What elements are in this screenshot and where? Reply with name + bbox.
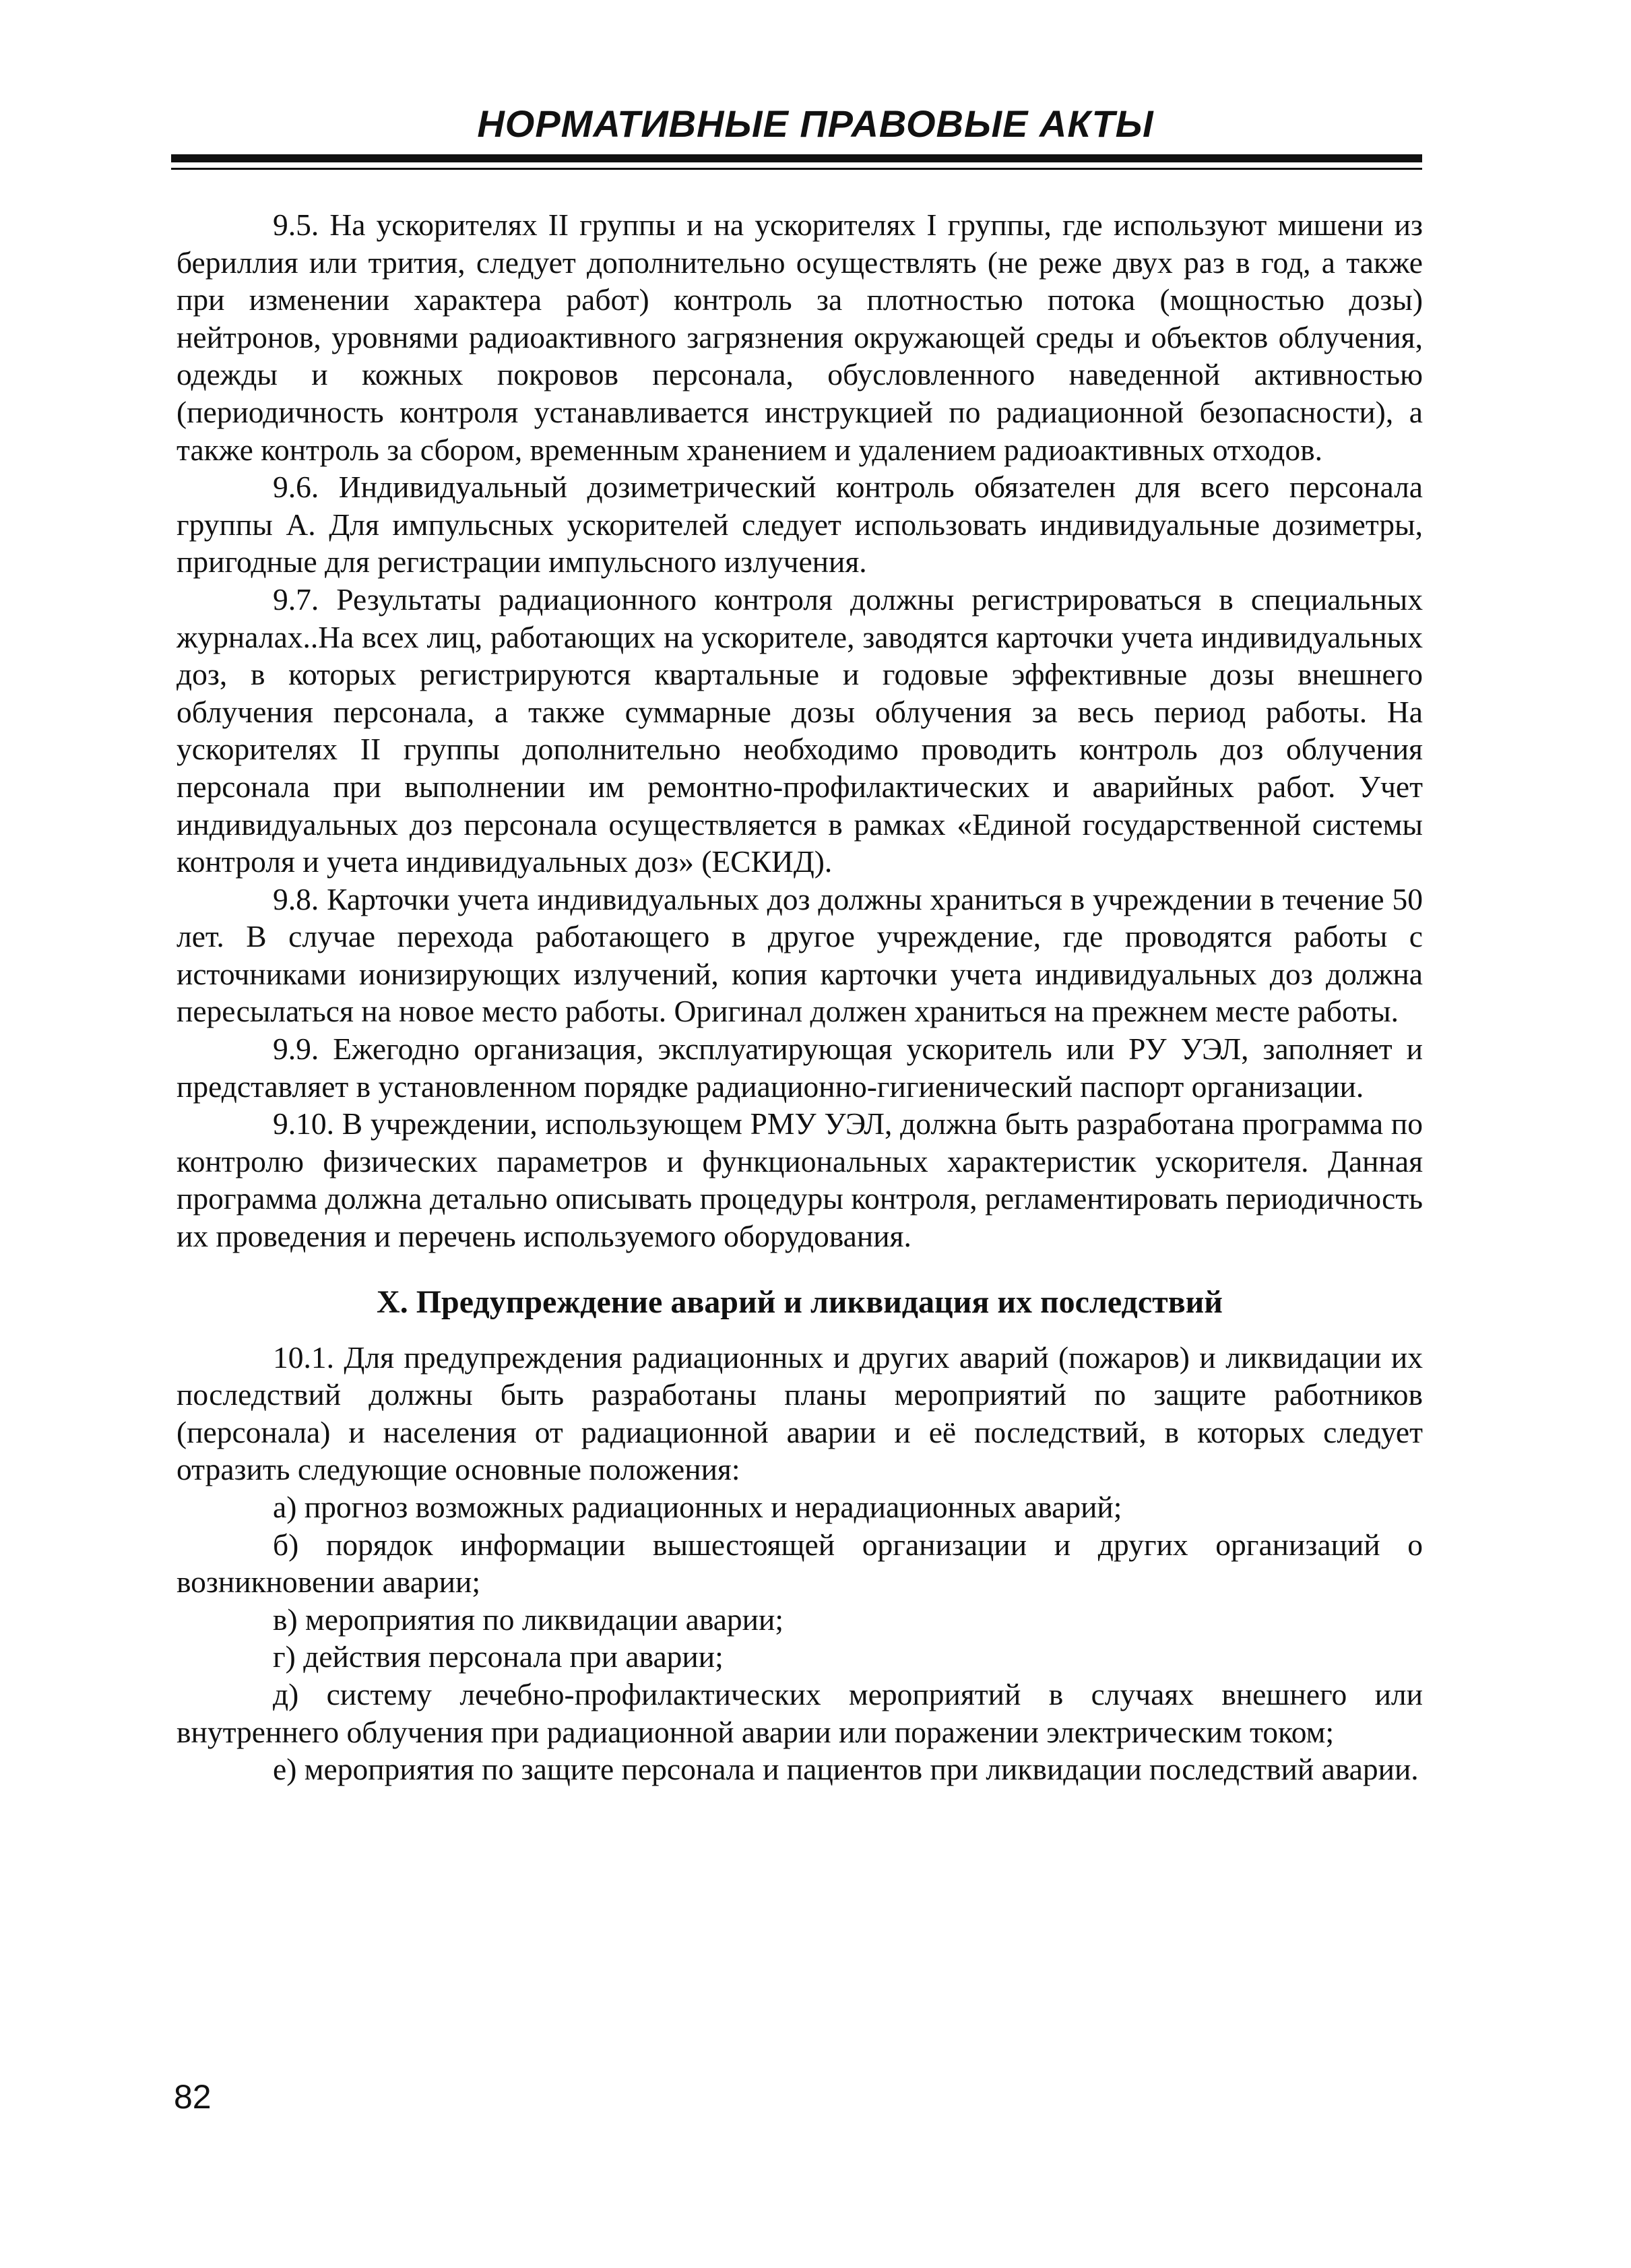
paragraph-9-5: 9.5. На ускорителях II группы и на ускорителях I группы, где используют мишени из бериллия или трития, следует дополнительно осуществлять (не реже двух раз в год, а также при изменении характера работ) контроль за плотностью потока (мощностью дозы) нейтронов, уровнями радиоактивного загрязнения окружающей среды и объектов облучения, одежды и кожных покровов персонала, обусловленного наведенной активностью (периодичность контроля устанавливается инструкцией по радиационной безопасности), а также контроль за сбором, временным хранением и удалением радиоактивных отходов. bbox=[177, 208, 1423, 467]
paragraph-9-6: 9.6. Индивидуальный дозиметрический контроль обязателен для всего персонала группы А. Для импульсных ускорителей следует использовать индивидуальные дозиметры, пригодные для регистрации импульсного излучения. bbox=[177, 470, 1423, 579]
list-item-g: г) действия персонала при аварии; bbox=[273, 1639, 724, 1674]
list-item-e: е) мероприятия по защите персонала и пациентов при ликвидации последствий аварии. bbox=[273, 1752, 1419, 1787]
running-header-title: НОРМАТИВНЫЕ ПРАВОВЫЕ АКТЫ bbox=[477, 102, 1154, 145]
body-text bbox=[177, 206, 1423, 1788]
paragraph-9-10: 9.10. В учреждении, использующем РМУ УЭЛ, должна быть разработана программа по контролю физических параметров и функциональных характеристик ускорителя. Данная программа должна детально описывать процедуры контроля, регламентировать периодичность их проведения и перечень используемого оборудования. bbox=[177, 1106, 1423, 1254]
page-number: 82 bbox=[174, 2078, 212, 2116]
list-item-d: д) систему лечебно-профилактических мероприятий в случаях внешнего или внутреннего облучения при радиационной аварии или поражении электрическим током; bbox=[177, 1676, 1423, 1749]
list-item-b: б) порядок информации вышестоящей организации и других организаций о возникновении аварии; bbox=[177, 1527, 1423, 1600]
section-heading: X. Предупреждение аварий и ликвидация их последствий bbox=[377, 1284, 1223, 1320]
paragraph-9-8: 9.8. Карточки учета индивидуальных доз должны храниться в учреждении в течение 50 лет. В случае перехода работающего в другое учреждение, где проводятся работы с источниками ионизирующих излучений, копия карточки учета индивидуальных доз должна пересылаться на новое место работы. Оригинал должен храниться на прежнем месте работы. bbox=[177, 881, 1423, 1029]
list-item-a: а) прогноз возможных радиационных и нерадиационных аварий; bbox=[273, 1490, 1122, 1524]
header-rule-thin bbox=[171, 168, 1422, 170]
paragraph-10-1: 10.1. Для предупреждения радиационных и других аварий (пожаров) и ликвидации их последствий должны быть разработаны планы мероприятий по защите работников (персонала) и населения от радиационной аварии и её последствий, в которых следует отразить следующие основные положения: bbox=[177, 1340, 1423, 1487]
list-item-v: в) мероприятия по ликвидации аварии; bbox=[273, 1602, 784, 1637]
paragraph-9-9: 9.9. Ежегодно организация, эксплуатирующая ускоритель или РУ УЭЛ, заполняет и представляет в установленном порядке радиационно-гигиенический паспорт организации. bbox=[177, 1032, 1423, 1104]
header-rule-thick bbox=[171, 154, 1422, 162]
paragraph-9-7: 9.7. Результаты радиационного контроля должны регистрироваться в специальных журналах..На всех лиц, работающих на ускорителе, заводятся карточки учета индивидуальных доз, в которых регистрируются квартальные и годовые эффективные дозы внешнего облучения персонала, а также суммарные дозы облучения за весь период работы. На ускорителях II группы дополнительно необходимо проводить контроль доз облучения персонала при выполнении им ремонтно-профилактических и аварийных работ. Учет индивидуальных доз персонала осуществляется в рамках «Единой государственной системы контроля и учета индивидуальных доз» (ЕСКИД). bbox=[177, 581, 1423, 879]
